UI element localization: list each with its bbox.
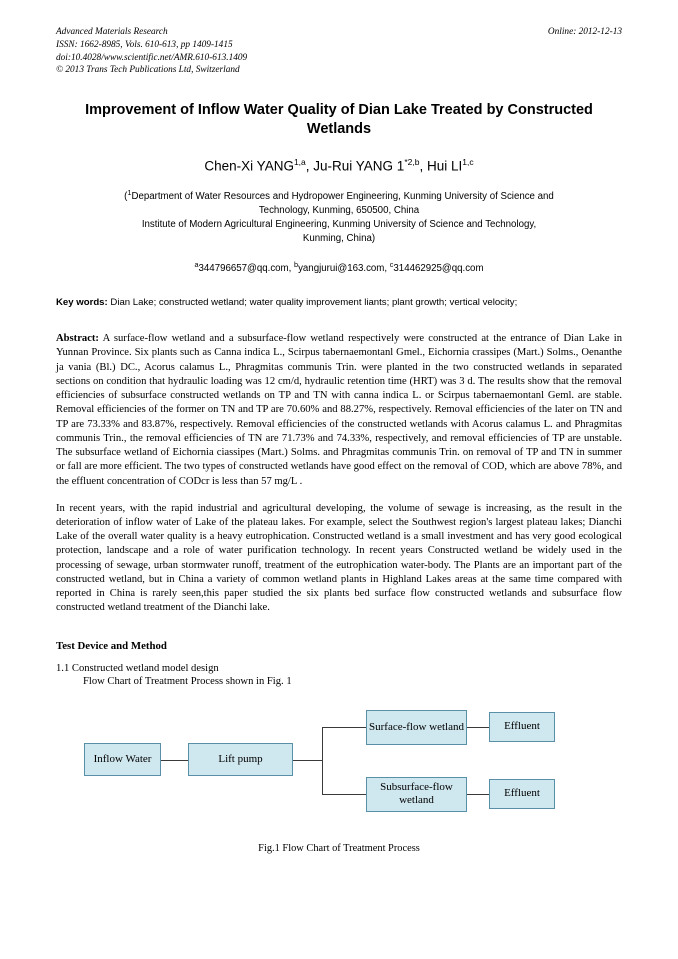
affiliation-line-1 xyxy=(56,188,622,204)
author-2-name: , Ju-Rui YANG 1 xyxy=(305,158,405,174)
journal-online-date: Online: 2012-12-13 xyxy=(547,27,622,37)
journal-doi: doi:10.4028/www.scientific.net/AMR.610-613.1409 xyxy=(56,52,248,63)
connector-inflow-to-pump xyxy=(160,760,188,761)
flow-node-lift-pump[interactable] xyxy=(188,743,293,776)
affiliation-line-4: Kunming, China) xyxy=(302,233,376,245)
flow-node-subsurface-flow-wetland[interactable] xyxy=(366,777,467,812)
figure-caption: Fig.1 Flow Chart of Treatment Process xyxy=(258,842,420,854)
flow-node-effluent-bottom[interactable] xyxy=(489,779,555,809)
subsection-heading: 1.1 Constructed wetland model design xyxy=(56,662,219,674)
journal-copyright: © 2013 Trans Tech Publications Ltd, Switzerland xyxy=(56,65,240,76)
introduction-paragraph: In recent years, with the rapid industrial and agricultural developing, the volume of sewage is increasing, as the result in the deterioration of inflow water of Lake of the plateau lakes. For example, select the Southwest region's largest plateau lakes; Dianchi Lake of the overall water quality is a heavy eutrophication. Constructed wetland is a small investment and has very good ecological protection, landscape and a role of water purification technology. In recent years Constructed wetland be widely used in the processing of sewage, urban stormwater runoff, treatment of the eutrophication water-body. The Plants are an important part of the constructed wetland, but in China a variety of common wetland plants in Highland Lakes areas at the same time compared with reported in China is rarely seen,this paper studied the six plants bed surface flow constructed wetlands and subsurface flow constructed wetland treatment of the Dianchi lake. xyxy=(56,502,622,614)
affil-marker-1: 1 xyxy=(127,188,132,198)
connector-surface-to-effluent xyxy=(467,727,489,728)
flow-node-inflow-water[interactable] xyxy=(84,743,161,776)
email-b: yangjurui@163.com, xyxy=(298,262,390,274)
journal-meta-left xyxy=(56,26,247,77)
author-list xyxy=(56,157,622,174)
affil-text-1: Department of Water Resources and Hydropower Engineering, Kunming University of Science and xyxy=(131,191,554,203)
flow-node-label: Surface-flow wetland xyxy=(369,720,464,733)
affil-open-paren: ( xyxy=(124,191,128,203)
author-1-affil-marker: 1,a xyxy=(293,156,306,167)
journal-name: Advanced Materials Research xyxy=(56,27,168,37)
author-2-affil-marker: *2,b xyxy=(404,156,420,167)
affiliation-line-3: Institute of Modern Agricultural Engineering, Kunming University of Science and Technology, xyxy=(141,219,537,231)
email-c: 314462925@qq.com xyxy=(393,262,484,274)
page-title: Improvement of Inflow Water Quality of Dian Lake Treated by Constructed Wetlands xyxy=(85,102,593,138)
flow-node-surface-flow-wetland[interactable] xyxy=(366,710,467,745)
abstract-block xyxy=(56,332,622,489)
journal-issn: ISSN: 1662-8985, Vols. 610-613, pp 1409-1415 xyxy=(56,39,233,50)
flow-node-label: Effluent xyxy=(504,787,540,800)
author-3-name: , Hui LI xyxy=(419,158,463,174)
keywords-label: Key words: xyxy=(56,296,108,308)
section-heading: Test Device and Method xyxy=(56,639,167,652)
flow-node-effluent-top[interactable] xyxy=(489,712,555,742)
abstract-label: Abstract: xyxy=(56,333,99,345)
flow-chart xyxy=(56,701,622,819)
author-emails xyxy=(56,260,622,274)
subsection-note: Flow Chart of Treatment Process shown in Fig. 1 xyxy=(83,675,292,687)
email-a: 344796657@qq.com, xyxy=(198,262,295,274)
connector-split-vertical xyxy=(322,727,323,794)
author-1-name: Chen-Xi YANG xyxy=(204,158,294,174)
journal-header xyxy=(56,26,622,77)
author-3-affil-marker: 1,c xyxy=(462,156,474,167)
affiliation-line-2: Technology, Kunming, 650500, China xyxy=(258,205,420,217)
email-marker-a: a xyxy=(194,259,199,269)
connector-to-subsurface-wetland xyxy=(322,794,366,795)
flow-node-label: Subsurface-flow wetland xyxy=(380,780,453,807)
abstract-text: A surface-flow wetland and a subsurface-flow wetland respectively were constructed at the entrance of Dian Lake in Yunnan Province. Six plants such as Canna indica L., Scirpus tabernaemontanl Gmel., Eichornia crassipes (Mart.) Solms., Oenanthe ja vania (Bl.) DC., Acorus calamus L., Phragmitas communis Trin. were planted in the two constructed wetlands in separated sections on condition that hydraulic loading was 12 cm/d, hydraulic retention time (HRT) was 3 d. The results show that the removal efficiencies of subsurface constructed wetlands on TP and TN with canna indica L. or Scirpus tabernaemontanl Geml. are stable. Removal efficiencies of the former on TN and TP are 70.60% and 88.27%, respectively. Removal efficiencies of the later on TN and TP are 73.33% and 83.87%, respectively. Removal efficiencies of the constructed wetlands with Acorus calamus L. and Phragmitas communis Trin., the removal efficiencies of TN are 71.73% and 74.33%, respectively, and removal efficiencies of TP are unstable. The subsurface wetland of Eichornia ciassipes (Mart.) Solms. and Phragmitas communis Trin. on removal of TP and TN in summer or fall are more efficient. The two types of constructed wetlands have good effect on the removal of COD, which are above 78%, and the effluent concentration of CODcr is less than 57 mg/L . xyxy=(56,333,622,487)
email-marker-c: c xyxy=(389,259,394,269)
flow-node-label: Lift pump xyxy=(218,752,263,765)
flow-node-label: Effluent xyxy=(504,720,540,733)
flow-node-label: Inflow Water xyxy=(93,752,152,765)
keywords-text: Dian Lake; constructed wetland; water quality improvement liants; plant growth; vertical velocity; xyxy=(107,296,518,308)
connector-to-surface-wetland xyxy=(322,727,366,728)
connector-pump-to-split xyxy=(292,760,322,761)
affiliation-block xyxy=(56,188,622,246)
connector-subsurface-to-effluent xyxy=(467,794,489,795)
email-marker-b: b xyxy=(294,259,299,269)
keywords-block xyxy=(56,296,622,310)
